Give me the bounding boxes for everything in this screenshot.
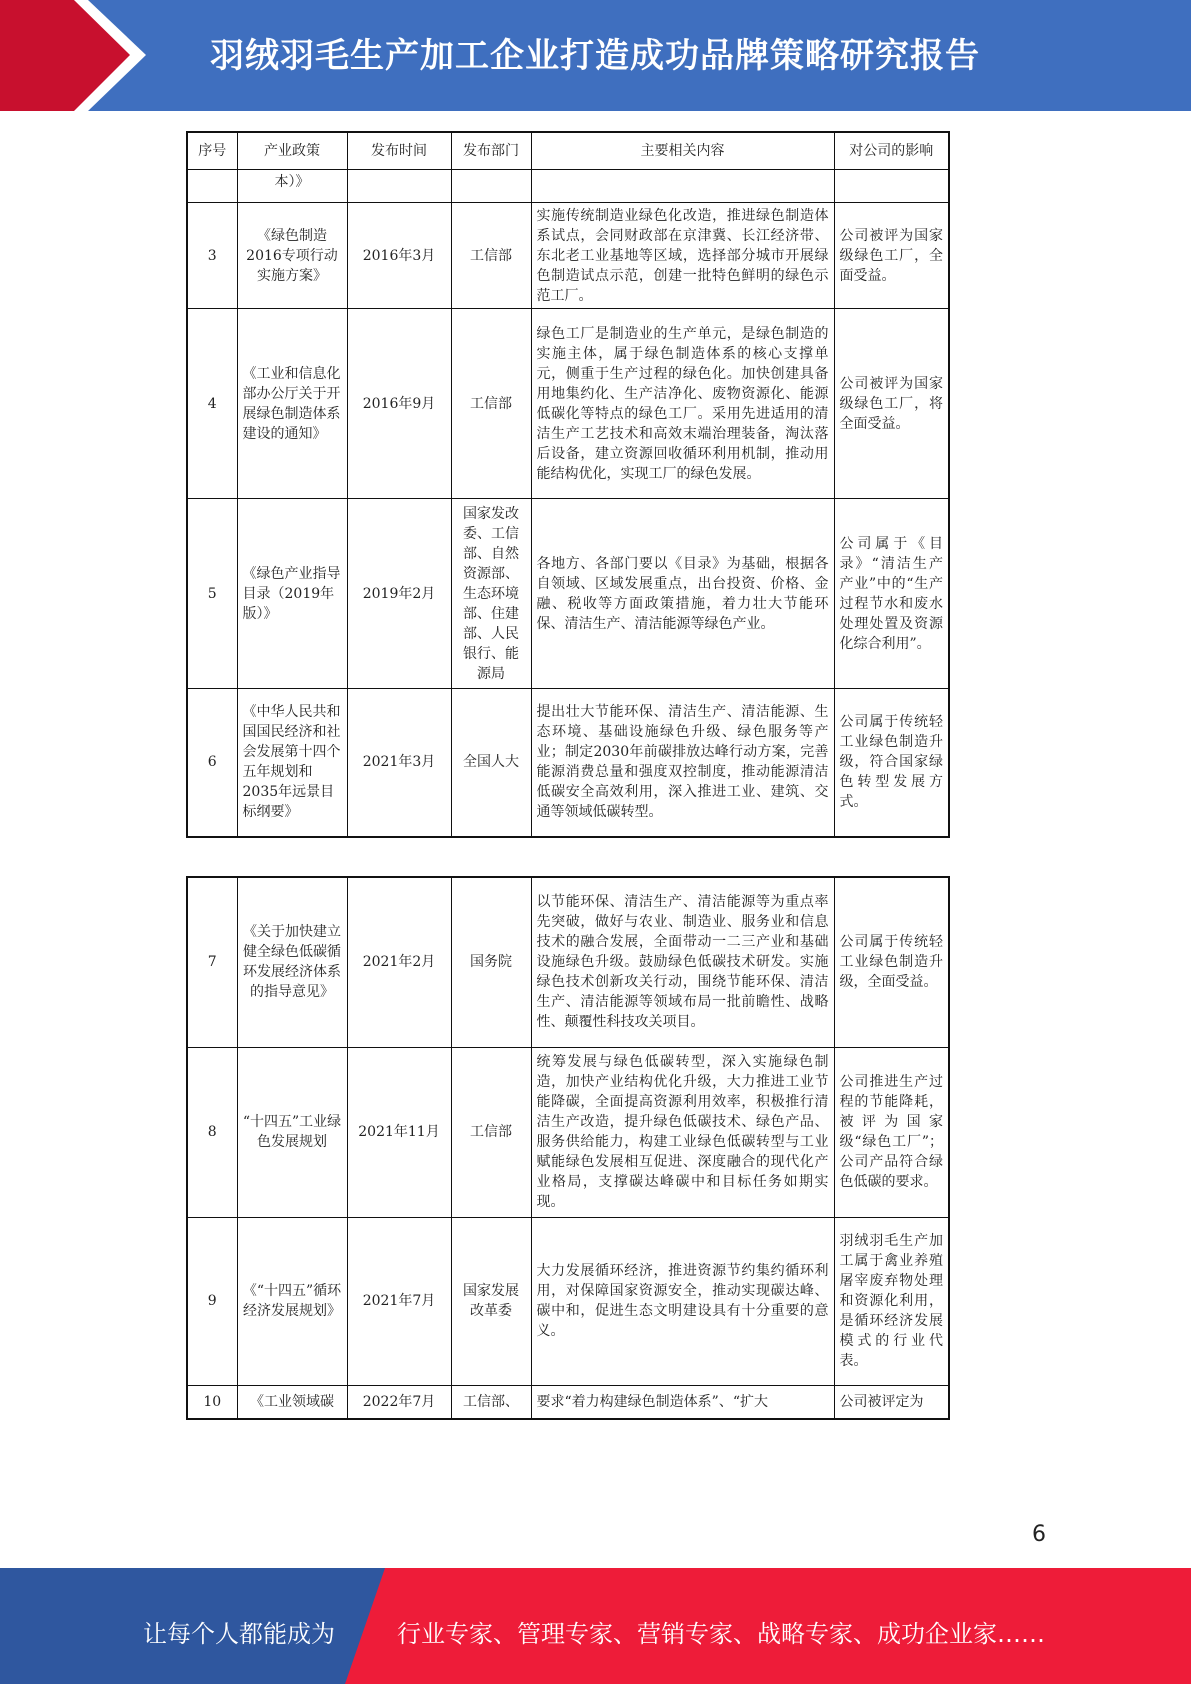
cell-no: 10 <box>187 1385 237 1419</box>
page-footer <box>0 1568 1191 1684</box>
cell-dept: 全国人大 <box>451 689 531 837</box>
cell-no: 8 <box>187 1047 237 1217</box>
cell-content: 各地方、各部门要以《目录》为基础，根据各自领域、区域发展重点，出台投资、价格、金融、税收等方面政策措施，着力壮大节能环保、清洁生产、清洁能源等绿色产业。 <box>531 499 834 689</box>
col-header-impact: 对公司的影响 <box>834 132 949 170</box>
cell-content: 大力发展循环经济，推进资源节约集约循环利用，对保障国家资源安全，推动实现碳达峰、碳中和，促进生态文明建设具有十分重要的意义。 <box>531 1217 834 1385</box>
cell-date: 2021年2月 <box>347 877 451 1047</box>
cell-content: 要求“着力构建绿色制造体系”、“扩大 <box>531 1385 834 1419</box>
cell-impact: 公司推进生产过程的节能降耗，被评为国家级“绿色工厂”；公司产品符合绿色低碳的要求。 <box>834 1047 949 1217</box>
cell-impact <box>834 170 949 203</box>
table-row <box>187 877 949 1047</box>
table-row <box>187 203 949 309</box>
cell-policy: 本）》 <box>237 170 347 203</box>
cell-impact: 公司被评为国家级绿色工厂，全面受益。 <box>834 203 949 309</box>
cell-policy: 《工业领域碳 <box>237 1385 347 1419</box>
cell-date: 2016年3月 <box>347 203 451 309</box>
cell-policy: 《“十四五”循环经济发展规划》 <box>237 1217 347 1385</box>
col-header-date: 发布时间 <box>347 132 451 170</box>
cell-date: 2016年9月 <box>347 309 451 499</box>
cell-dept: 工信部 <box>451 309 531 499</box>
cell-impact: 公司属于传统轻工业绿色制造升级，全面受益。 <box>834 877 949 1047</box>
cell-content: 提出壮大节能环保、清洁生产、清洁能源、生态环境、基础设施绿色升级、绿色服务等产业；制定2030年前碳排放达峰行动方案，完善能源消费总量和强度双控制度，推动能源清洁低碳安全高效利用，深入推进工业、建筑、交通等领域低碳转型。 <box>531 689 834 837</box>
cell-impact: 公司属于《目录》“清洁生产产业”中的“生产过程节水和废水处理处置及资源化综合利用”。 <box>834 499 949 689</box>
cell-policy: “十四五”工业绿色发展规划 <box>237 1047 347 1217</box>
cell-content: 以节能环保、清洁生产、清洁能源等为重点率先突破，做好与农业、制造业、服务业和信息技术的融合发展，全面带动一二三产业和基础设施绿色升级。鼓励绿色低碳技术研发。实施绿色技术创新攻关行动，围绕节能环保、清洁生产、清洁能源等领域布局一批前瞻性、战略性、颠覆性科技攻关项目。 <box>531 877 834 1047</box>
cell-date: 2021年7月 <box>347 1217 451 1385</box>
cell-policy: 《关于加快建立健全绿色低碳循环发展经济体系的指导意见》 <box>237 877 347 1047</box>
cell-content: 绿色工厂是制造业的生产单元，是绿色制造的实施主体，属于绿色制造体系的核心支撑单元，侧重于生产过程的绿色化。加快创建具备用地集约化、生产洁净化、废物资源化、能源低碳化等特点的绿色工厂。采用先进适用的清洁生产工艺技术和高效末端治理装备，淘汰落后设备，建立资源回收循环利用机制，推动用能结构优化，实现工厂的绿色发展。 <box>531 309 834 499</box>
cell-policy: 《绿色产业指导目录（2019年版）》 <box>237 499 347 689</box>
cell-policy: 《绿色制造2016专项行动实施方案》 <box>237 203 347 309</box>
cell-dept <box>451 170 531 203</box>
cell-impact: 公司被评定为 <box>834 1385 949 1419</box>
cell-content: 统筹发展与绿色低碳转型，深入实施绿色制造，加快产业结构优化升级，大力推进工业节能降碳，全面提高资源利用效率，积极推行清洁生产改造，提升绿色低碳技术、绿色产品、服务供给能力，构建工业绿色低碳转型与工业赋能绿色发展相互促进、深度融合的现代化产业格局，支撑碳达峰碳中和目标任务如期实现。 <box>531 1047 834 1217</box>
table-row <box>187 309 949 499</box>
cell-policy: 《中华人民共和国国民经济和社会发展第十四个五年规划和2035年远景目标纲要》 <box>237 689 347 837</box>
cell-dept: 国务院 <box>451 877 531 1047</box>
page-number: 6 <box>1032 1522 1046 1547</box>
header-arrow-decoration <box>0 0 150 111</box>
cell-no: 9 <box>187 1217 237 1385</box>
page-header <box>0 0 1191 111</box>
cell-no: 6 <box>187 689 237 837</box>
policy-table-top <box>186 131 950 838</box>
cell-dept: 工信部 <box>451 1047 531 1217</box>
cell-date: 2019年2月 <box>347 499 451 689</box>
cell-date: 2022年7月 <box>347 1385 451 1419</box>
cell-no: 4 <box>187 309 237 499</box>
cell-impact: 羽绒羽毛生产加工属于禽业养殖屠宰废弃物处理和资源化利用，是循环经济发展模式的行业代表。 <box>834 1217 949 1385</box>
cell-content <box>531 170 834 203</box>
cell-date: 2021年3月 <box>347 689 451 837</box>
cell-dept: 工信部 <box>451 203 531 309</box>
col-header-no: 序号 <box>187 132 237 170</box>
report-title: 羽绒羽毛生产加工企业打造成功品牌策略研究报告 <box>210 36 980 76</box>
cell-dept: 国家发改委、工信部、自然资源部、生态环境部、住建部、人民银行、能源局 <box>451 499 531 689</box>
footer-slogan-right: 行业专家、管理专家、营销专家、战略专家、成功企业家…… <box>397 1620 1045 1648</box>
cell-content: 实施传统制造业绿色化改造，推进绿色制造体系试点，会同财政部在京津冀、长江经济带、东北老工业基地等区域，选择部分城市开展绿色制造试点示范，创建一批特色鲜明的绿色示范工厂。 <box>531 203 834 309</box>
table-row <box>187 689 949 837</box>
cell-dept: 工信部、 <box>451 1385 531 1419</box>
table-row <box>187 499 949 689</box>
footer-slogan-left: 让每个人都能成为 <box>143 1620 335 1648</box>
col-header-policy: 产业政策 <box>237 132 347 170</box>
table-header-row <box>187 132 949 170</box>
cell-impact: 公司被评为国家级绿色工厂，将全面受益。 <box>834 309 949 499</box>
cell-no: 7 <box>187 877 237 1047</box>
table-row <box>187 1217 949 1385</box>
cell-date <box>347 170 451 203</box>
col-header-dept: 发布部门 <box>451 132 531 170</box>
cell-no: 3 <box>187 203 237 309</box>
cell-no: 5 <box>187 499 237 689</box>
table-row-continuation <box>187 170 949 203</box>
cell-policy: 《工业和信息化部办公厅关于开展绿色制造体系建设的通知》 <box>237 309 347 499</box>
cell-no <box>187 170 237 203</box>
table-row <box>187 1385 949 1419</box>
policy-table-bottom <box>186 876 950 1420</box>
cell-impact: 公司属于传统轻工业绿色制造升级，符合国家绿色转型发展方式。 <box>834 689 949 837</box>
table-row <box>187 1047 949 1217</box>
col-header-content: 主要相关内容 <box>531 132 834 170</box>
cell-date: 2021年11月 <box>347 1047 451 1217</box>
cell-dept: 国家发展改革委 <box>451 1217 531 1385</box>
